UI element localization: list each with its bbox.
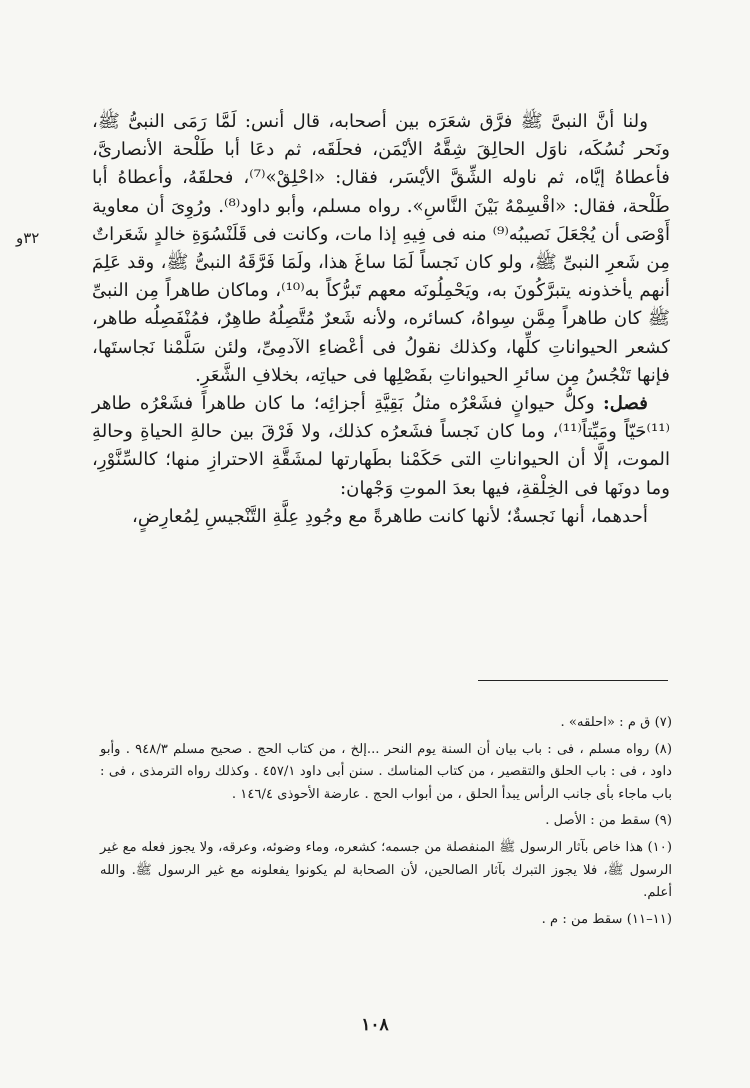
main-text bbox=[92, 108, 670, 531]
footnote-9: (٩) سقط من : الأصل . bbox=[545, 813, 672, 829]
footnote-8: (٨) رواه مسلم ، فى : باب بيان أن السنة يوم النحر ...إلخ ، من كتاب الحج . صحيح مسلم ٩٤٨/٣ . وأبو داود ، فى : باب الحلق والتقصير ، من كتاب المناسك . سنن أبى داود ٤٥٧/١ . وكذلك رواه الترمذى ، فى : باب ماجاء بأى جانب الرأس يبدأ الحلق ، من أبواب الحج . عارضة الأحوذى ١٤٦/٤ . bbox=[100, 741, 672, 802]
footnotes bbox=[100, 712, 672, 935]
margin-folio-note: ٣٢و bbox=[16, 229, 40, 247]
page-number: ١٠٨ bbox=[361, 1015, 389, 1035]
paragraph-1: ولنا أنَّ النبىَّ ﷺ فرَّق شعَرَه بين أصحابه، قال أنس: لَمَّا رَمَى النبىُّ ﷺ، ونَحر نُسُكَه، ناوَل الحالِقَ شِقَّهُ الأيْمَن، فحلَقَه، ثم دعَا أبا طَلْحة الأنصارىَّ، فأعطاهُ إيَّاه، ثم ناوله الشِّقَّ الأيْسَر، فقال: «احْلِقْ»⁽⁷⁾، فحلقَهُ، وأعطاهُ أبا طَلْحة، فقال: «اقْسِمْهُ بَيْنَ النَّاسِ». رواه مسلم، وأبو داود⁽⁸⁾. ورُوِىَ أن معاوية أَوْصَى أن يُجْعَلَ نَصيبُه⁽⁹⁾ منه فى فِيهِ إذا مات، وكانت فى قَلَنْسُوَةِ خالدٍ شَعَراتٌ مِن شَعرِ النبىِّ ﷺ، ولو كان نَجساً لَمَا ساغَ هذا، ولَمَا فَرَّقَهُ النبىُّ ﷺ، وقد عَلِمَ أنهم يأخذونه يتبرَّكُونَ به، ويَحْمِلُونَه معهم تَبرُّكاً به⁽¹⁰⁾، وماكان طاهراً مِن النبىِّ ﷺ كان طاهراً مِمَّن سِواهُ، كسائره، ولأنه شَعرٌ مُتَّصِلُهُ طاهِرٌ، فمُنْفَصِلُه طاهر، كشعر الحيواناتِ كلِّها، وكذلك نقولُ فى أعْضاءِ الآدمِىِّ، ولئن سَلَّمْنا نَجاستَها، فإنها تَنْجُسُ مِن سائرِ الحيواناتِ بفَصْلِها فى حياتِه، بخلافِ الشَّعَرِ. bbox=[92, 111, 671, 386]
footnote-11: (١١–١١) سقط من : م . bbox=[541, 911, 672, 927]
footnote-separator bbox=[478, 680, 668, 681]
footnote-7: (٧) ق م : «احلقه» . bbox=[560, 715, 672, 730]
paragraph-3: أحدهما، أنها نَجسةٌ؛ لأنها كانت طاهرةً مع وجُودِ عِلَّةِ التَّنْجيسِ لِمُعارِضٍ، bbox=[132, 505, 648, 527]
footnote-10: (١٠) هذا خاص بآثار الرسول ﷺ المنفصلة من جسمه؛ كشعره، وماء وضوئه، وعرقه، ولا يجوز فعله مع غير الرسول ﷺ، فلا يجوز التبرك بآثار الصالحين، لأن الصحابة لم يكونوا يفعلونه مع غير الرسول ﷺ. والله أعلم. bbox=[100, 839, 672, 901]
paragraph-2 bbox=[92, 390, 670, 503]
paragraph-2-text: وكلُّ حيوانٍ فشَعْرُه مثلُ بَقِيَّةِ أجزائِه؛ ما كان طاهراً فشَعْرُه طاهر ⁽¹¹⁾حَيّاً ومَيِّتاً⁽¹¹⁾، وما كان نَجساً فشَعرُه كذلك، ولا فَرْقَ بين حالةِ الحياةِ وحالةِ الموت، إلَّا أن الحيواناتِ التى حَكَمْنا بطَهارتها لمشَقَّةِ الاحترازِ منها؛ كالسِّنَّوْرِ، وما دونَها فى الخِلْقةِ، فيها بعدَ الموتِ وَجْهان: bbox=[92, 393, 671, 499]
section-heading-fasl: فصل: bbox=[603, 393, 648, 415]
